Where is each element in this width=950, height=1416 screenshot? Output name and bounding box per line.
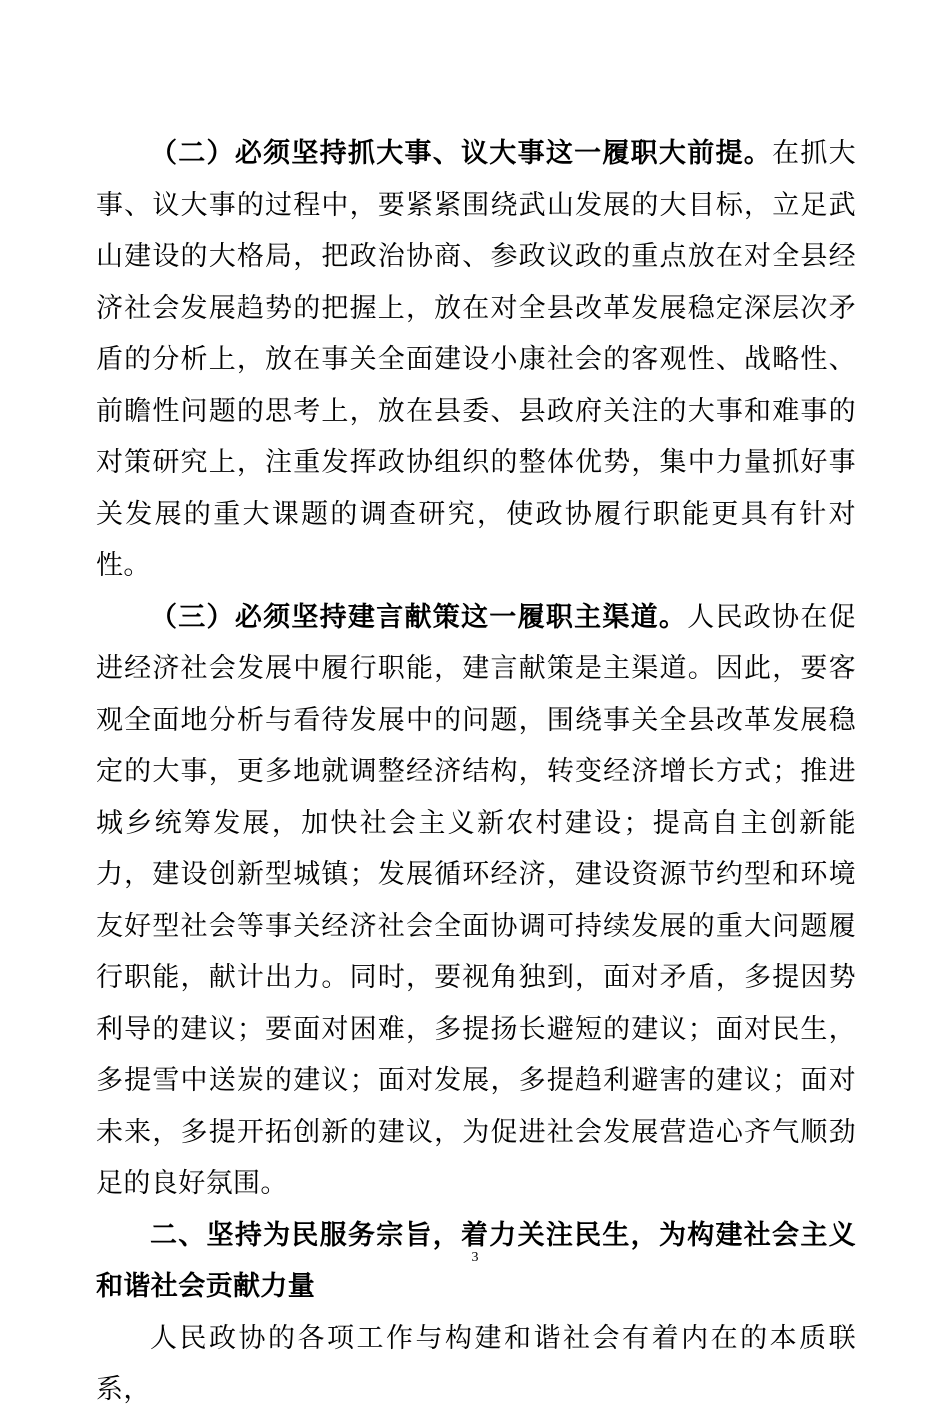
closing-paragraph: 人民政协的各项工作与构建和谐社会有着内在的本质联系，	[96, 1322, 856, 1405]
paragraph-body: 人民政协在促进经济社会发展中履行职能，建言献策是主渠道。因此，要客观全面地分析与看待发展中的问题，围绕事关全县改革发展稳定的大事，更多地就调整经济结构，转变经济增长方式；推进城乡统筹发展，加快社会主义新农村建设；提高自主创新能力，建设创新型城镇；发展循环经济，建设资源节约型和环境友好型社会等事关经济社会全面协调可持续发展的重大问题履行职能，献计出力。同时，要视角独到，面对矛盾，多提因势利导的建议；要面对困难，多提扬长避短的建议；面对民生，多提雪中送炭的建议；面对发展，多提趋利避害的建议；面对未来，多提开拓创新的建议，为促进社会发展营造心齐气顺劲足的良好氛围。	[96, 601, 856, 1199]
document-body	[96, 128, 856, 1416]
paragraph-lead: （三）必须坚持建言献策这一履职主渠道。	[150, 601, 688, 633]
paragraph-section-2	[96, 128, 856, 592]
page-number: 3	[471, 1250, 479, 1265]
paragraph-lead: （二）必须坚持抓大事、议大事这一履职大前提。	[150, 138, 773, 169]
section-heading: 二、坚持为民服务宗旨，着力关注民生，为构建社会主义和谐社会贡献力量	[96, 1219, 856, 1302]
paragraph-body: 在抓大事、议大事的过程中，要紧紧围绕武山发展的大目标，立足武山建设的大格局，把政治协商、参政议政的重点放在对全县经济社会发展趋势的把握上，放在对全县改革发展稳定深层次矛盾的分析上，放在事关全面建设小康社会的客观性、战略性、前瞻性问题的思考上，放在县委、县政府关注的大事和难事的对策研究上，注重发挥政协组织的整体优势，集中力量抓好事关发展的重大课题的调查研究，使政协履行职能更具有针对性。	[96, 138, 856, 581]
paragraph-section-3	[96, 592, 856, 1210]
